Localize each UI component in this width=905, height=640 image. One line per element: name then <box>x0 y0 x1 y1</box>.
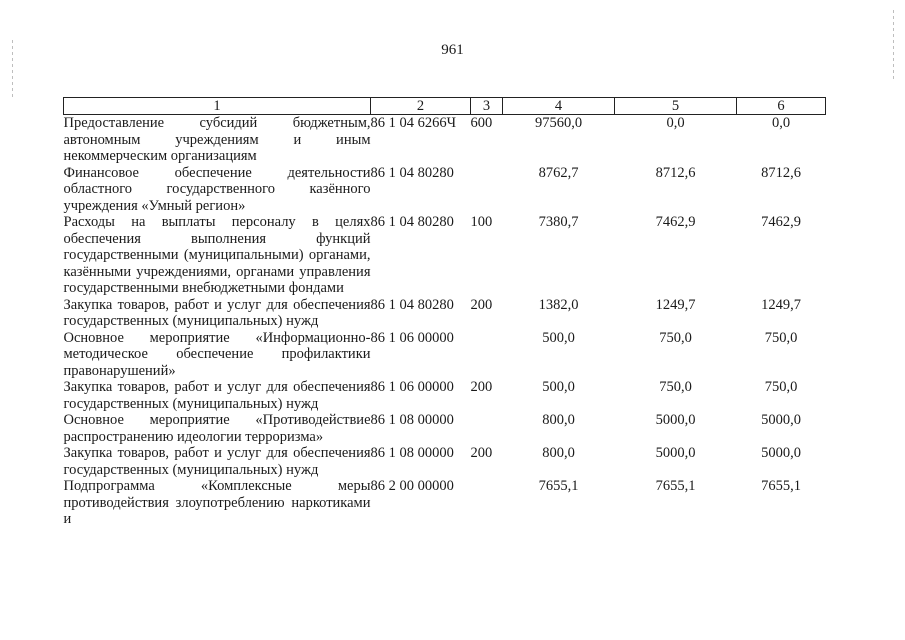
header-col-6: 6 <box>737 98 826 115</box>
row-value-col4: 500,0 <box>542 379 575 395</box>
page-number: 961 <box>441 42 464 58</box>
row-target-article: 86 1 08 00000 <box>370 412 454 428</box>
row-expense-type <box>471 412 503 445</box>
row-expense-type: 600 <box>470 115 493 131</box>
row-value-col6: 1249,7 <box>761 296 801 313</box>
row-value-col6: 750,0 <box>764 379 798 395</box>
row-value-col4: 800,0 <box>542 412 575 428</box>
row-value-col6: 750,0 <box>764 329 798 346</box>
row-expense-type <box>471 478 503 528</box>
row-target-article: 86 1 04 6266Ч <box>370 115 457 131</box>
table-row <box>64 165 826 215</box>
row-description: Закупка товаров, работ и услуг для обеспечения государственных (муниципальных) нужд <box>63 379 371 412</box>
row-value-col4: 8762,7 <box>538 164 579 181</box>
row-value-col5: 8712,6 <box>655 164 696 181</box>
row-target-article: 86 1 04 80280 <box>370 214 454 230</box>
row-value-col6: 0,0 <box>771 115 791 131</box>
header-col-2: 2 <box>371 98 471 115</box>
row-expense-type <box>471 330 503 380</box>
row-target-article: 86 1 04 80280 <box>370 296 454 313</box>
scan-edge-mark-left <box>12 40 13 100</box>
row-description: Закупка товаров, работ и услуг для обеспечения государственных (муниципальных) нужд <box>63 445 371 478</box>
table-header-row <box>64 98 826 115</box>
row-value-col4: 1382,0 <box>538 296 579 313</box>
table-row <box>64 115 826 165</box>
table-row <box>64 214 826 297</box>
table-row <box>64 445 826 478</box>
row-value-col5: 5000,0 <box>655 445 696 461</box>
row-value-col5: 0,0 <box>666 115 685 131</box>
row-description: Финансовое обеспечение деятельности областного государственного казённого учреждения «Умный регион» <box>63 164 371 214</box>
row-value-col4: 7655,1 <box>538 478 579 494</box>
row-target-article: 86 1 08 00000 <box>370 445 454 461</box>
row-description: Основное мероприятие «Информационно-методическое обеспечение профилактики правонарушений» <box>63 329 371 379</box>
row-value-col4: 800,0 <box>542 445 575 461</box>
row-value-col5: 1249,7 <box>655 296 696 313</box>
row-target-article: 86 1 06 00000 <box>370 329 454 346</box>
table-row <box>64 330 826 380</box>
row-value-col6: 8712,6 <box>761 164 801 181</box>
row-value-col6: 5000,0 <box>761 445 801 461</box>
row-value-col4: 500,0 <box>542 329 575 346</box>
row-target-article: 86 2 00 00000 <box>370 478 454 494</box>
row-description: Подпрограмма «Комплексные меры противодействия злоупотреблению наркотиками и <box>63 478 371 527</box>
table-row <box>64 478 826 528</box>
row-target-article: 86 1 06 00000 <box>370 379 454 395</box>
row-expense-type <box>471 165 503 215</box>
row-value-col5: 750,0 <box>659 329 692 346</box>
row-value-col5: 750,0 <box>659 379 692 395</box>
header-col-4: 4 <box>503 98 615 115</box>
row-description: Закупка товаров, работ и услуг для обеспечения государственных (муниципальных) нужд <box>63 296 371 329</box>
header-col-3: 3 <box>471 98 503 115</box>
budget-table <box>63 97 826 528</box>
row-expense-type: 100 <box>470 214 493 230</box>
table-row <box>64 297 826 330</box>
row-value-col5: 5000,0 <box>655 412 696 428</box>
row-value-col5: 7655,1 <box>655 478 696 494</box>
row-value-col6: 5000,0 <box>761 412 801 428</box>
table-row <box>64 379 826 412</box>
row-target-article: 86 1 04 80280 <box>370 164 454 181</box>
table-row <box>64 412 826 445</box>
row-description: Основное мероприятие «Противодействие распространению идеологии терроризма» <box>63 412 371 445</box>
row-value-col4: 7380,7 <box>538 214 579 230</box>
header-col-1: 1 <box>64 98 371 115</box>
row-description: Предоставление субсидий бюджетным, автономным учреждениям и иным некоммерческим организациям <box>63 115 371 164</box>
row-description: Расходы на выплаты персоналу в целях обеспечения выполнения функций государственными (муниципальными) органами, казёнными учреждениями, органами управления государственными внебюджетными фондами <box>63 214 371 296</box>
header-col-5: 5 <box>615 98 737 115</box>
row-value-col6: 7462,9 <box>761 214 801 230</box>
row-expense-type: 200 <box>470 379 493 395</box>
scan-edge-mark-right <box>893 10 894 80</box>
row-expense-type: 200 <box>470 296 493 313</box>
row-value-col5: 7462,9 <box>655 214 696 230</box>
row-value-col4: 97560,0 <box>534 115 583 131</box>
row-value-col6: 7655,1 <box>761 478 801 494</box>
row-expense-type: 200 <box>470 445 493 461</box>
